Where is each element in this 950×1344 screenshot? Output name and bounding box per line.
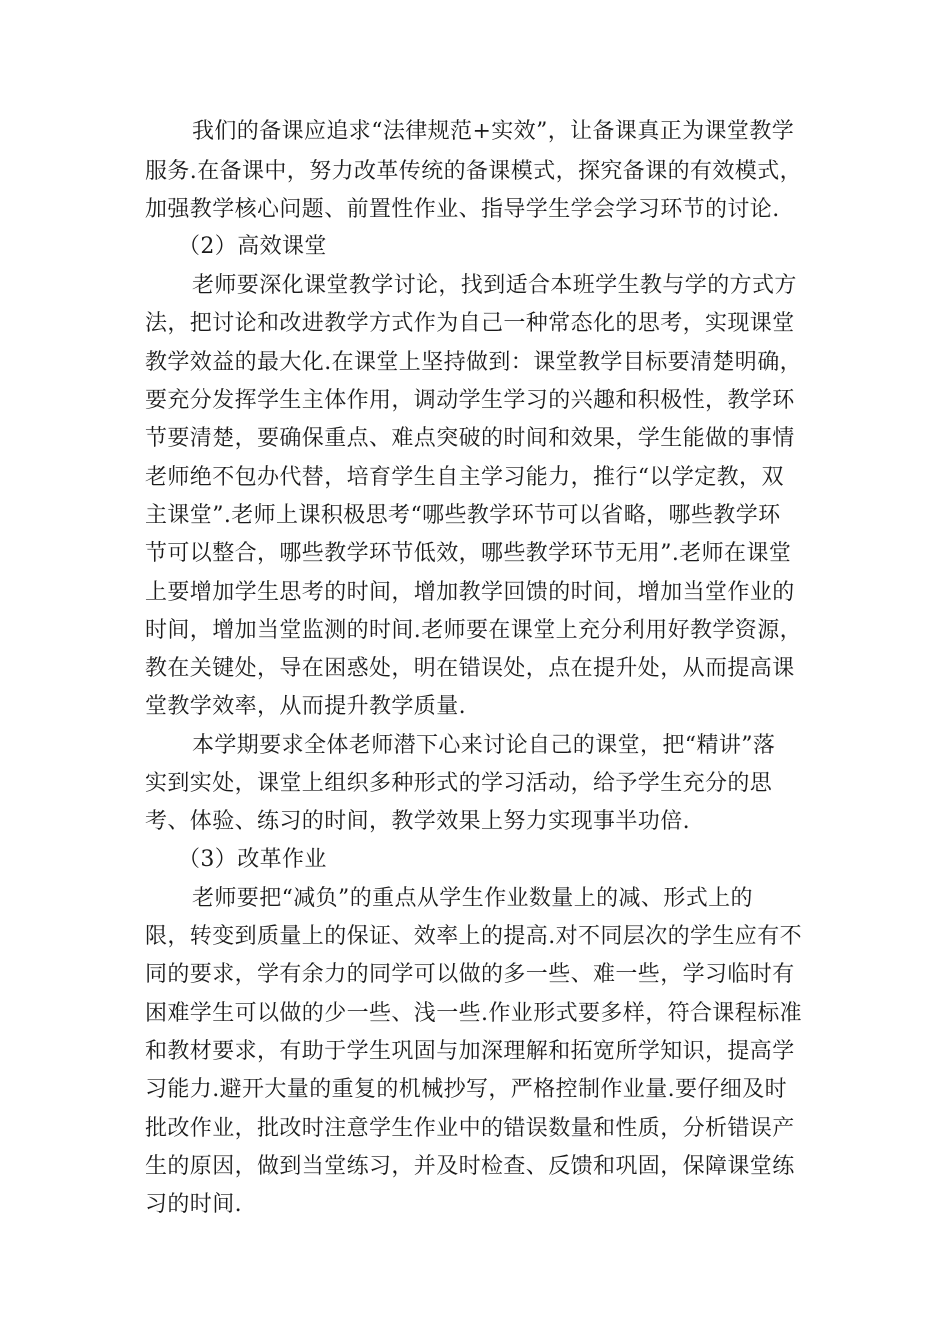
paragraph-line: 加强教学核心问题、前置性作业、指导学生学会学习环节的讨论.: [145, 197, 780, 222]
paragraph-line: 法，把讨论和改进教学方式作为自己一种常态化的思考，实现课堂: [145, 311, 795, 336]
section-heading: （2）高效课堂: [178, 234, 327, 259]
paragraph-line: 节可以整合，哪些教学环节低效，哪些教学环节无用”.老师在课堂: [145, 541, 792, 566]
paragraph-line: 生的原因，做到当堂练习，并及时检查、反馈和巩固，保障课堂练: [145, 1154, 795, 1179]
paragraph-line: 老师要深化课堂教学讨论，找到适合本班学生教与学的方式方: [192, 273, 797, 298]
paragraph-line: 时间，增加当堂监测的时间.老师要在课堂上充分利用好教学资源，: [145, 618, 802, 643]
paragraph-line: 批改作业，批改时注意学生作业中的错误数量和性质，分析错误产: [145, 1116, 795, 1141]
paragraph-line: 同的要求，学有余力的同学可以做的多一些、难一些，学习临时有: [145, 962, 795, 987]
paragraph-line: 我们的备课应追求“法律规范+实效”，让备课真正为课堂教学: [192, 119, 795, 144]
paragraph-line: 老师要把“减负”的重点从学生作业数量上的减、形式上的: [192, 886, 753, 911]
paragraph-line: 教学效益的最大化.在课堂上坚持做到：课堂教学目标要清楚明确，: [145, 350, 802, 375]
paragraph-line: 限，转变到质量上的保证、效率上的提高.对不同层次的学生应有不: [145, 924, 802, 949]
paragraph-line: 实到实处，课堂上组织多种形式的学习活动，给予学生充分的思: [145, 771, 773, 796]
paragraph-line: 要充分发挥学生主体作用，调动学生学习的兴趣和积极性，教学环: [145, 388, 795, 413]
paragraph-line: 和教材要求，有助于学生巩固与加深理解和拓宽所学知识，提高学: [145, 1039, 795, 1064]
paragraph-line: 习的时间.: [145, 1192, 242, 1217]
paragraph-line: 教在关键处，导在困惑处，明在错误处，点在提升处，从而提高课: [145, 656, 795, 681]
paragraph-line: 堂教学效率，从而提升教学质量.: [145, 694, 466, 719]
paragraph-line: 本学期要求全体老师潜下心来讨论自己的课堂，把“精讲”落: [192, 733, 776, 758]
paragraph-line: 老师绝不包办代替，培育学生自主学习能力，推行“以学定教，双: [145, 465, 784, 490]
paragraph-line: 节要清楚，要确保重点、难点突破的时间和效果，学生能做的事情: [145, 426, 795, 451]
paragraph-line: 上要增加学生思考的时间，增加教学回馈的时间，增加当堂作业的: [145, 580, 795, 605]
section-heading: （3）改革作业: [178, 847, 327, 872]
paragraph-line: 习能力.避开大量的重复的机械抄写，严格控制作业量.要仔细及时: [145, 1077, 787, 1102]
paragraph-line: 困难学生可以做的少一些、浅一些.作业形式要多样，符合课程标准: [145, 1001, 802, 1026]
paragraph-line: 服务.在备课中，努力改革传统的备课模式，探究备课的有效模式，: [145, 159, 802, 184]
paragraph-line: 考、体验、练习的时间，教学效果上努力实现事半功倍.: [145, 809, 690, 834]
paragraph-line: 主课堂”.老师上课积极思考“哪些教学环节可以省略，哪些教学环: [145, 503, 781, 528]
